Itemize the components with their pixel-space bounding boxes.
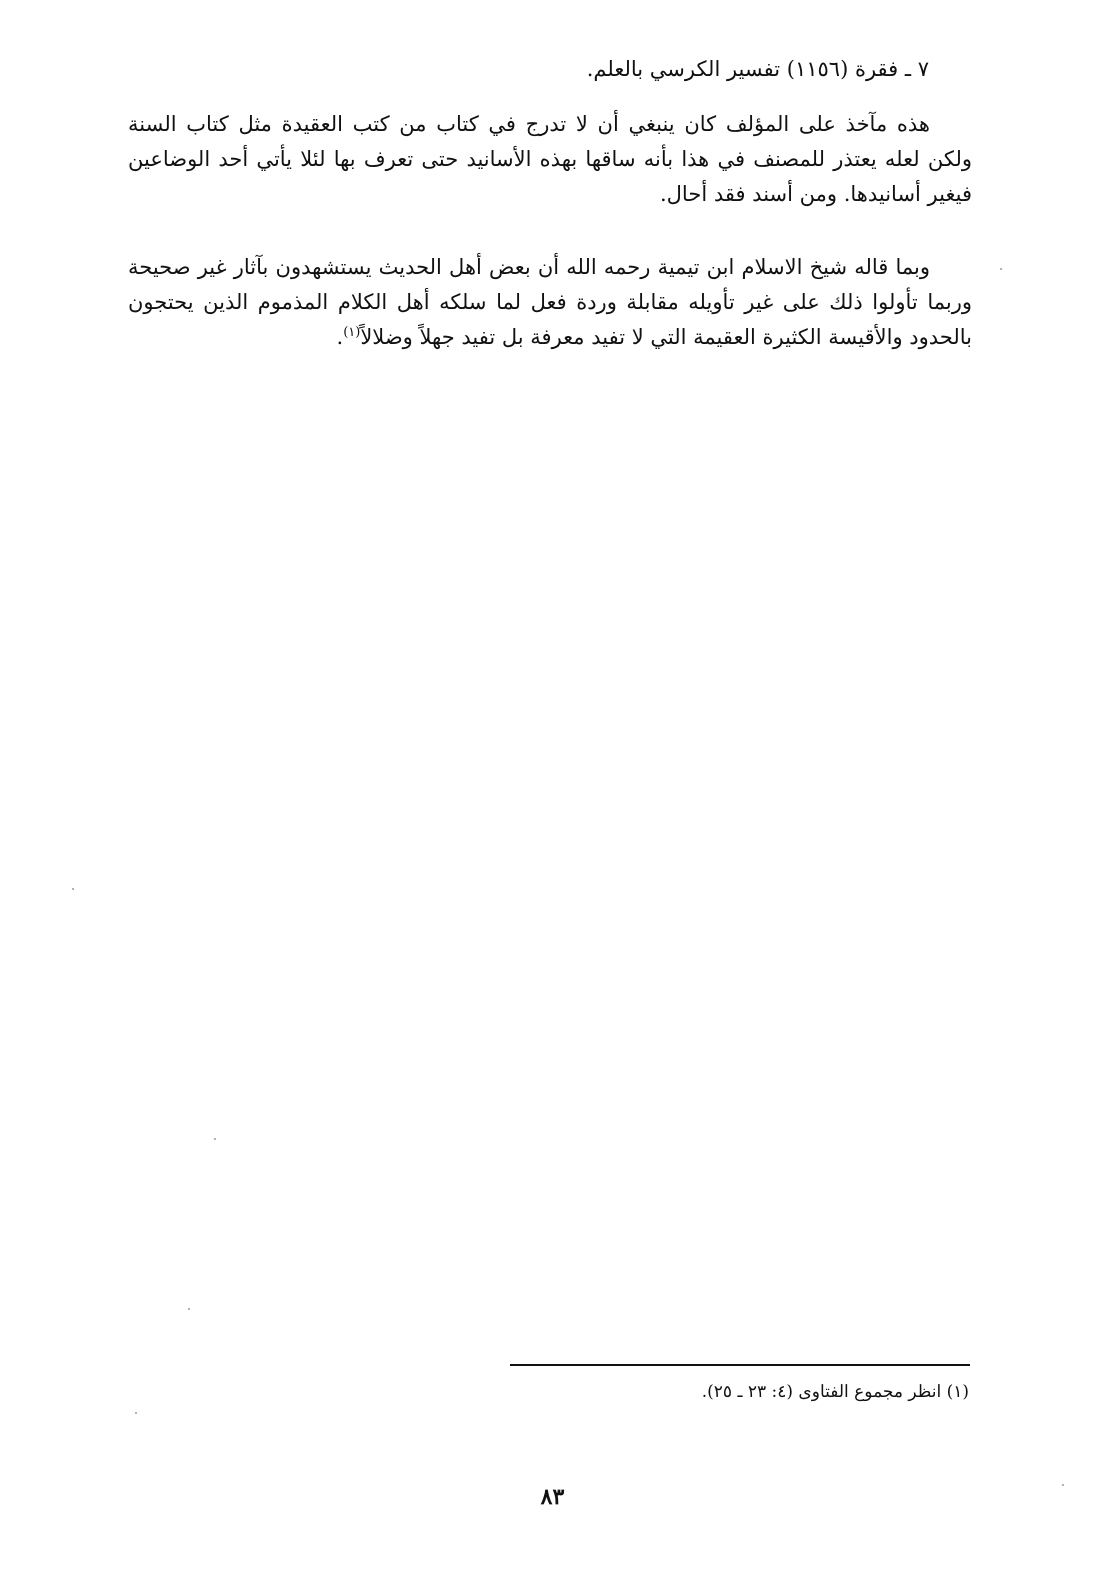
- footnote-separator: [510, 1364, 970, 1366]
- scan-speck: [188, 1308, 190, 1310]
- paragraph-1: [128, 107, 972, 212]
- scan-speck: [1062, 1484, 1064, 1486]
- paragraph-2: [128, 250, 972, 355]
- paragraph-2-end: .: [336, 325, 344, 349]
- numbered-item: ٧ ـ فقرة (١١٥٦) تفسير الكرسي بالعلم.: [586, 57, 929, 81]
- scan-speck: [135, 1412, 137, 1414]
- page-number: ٨٣: [540, 1484, 565, 1510]
- scan-speck: [214, 1138, 216, 1140]
- scan-speck: [72, 888, 74, 890]
- footnote-reference[interactable]: (١): [343, 325, 361, 340]
- paragraph-1-text: هذه مآخذ على المؤلف كان ينبغي أن لا تدرج في كتاب من كتب العقيدة مثل كتاب السنة ولكن لعله يعتذر للمصنف في هذا بأنه ساقها بهذه الأسانيد حتى تعرف بها لئلا يأتي أحد الوضاعين فيغير أسانيدها. ومن أسند فقد أحال.: [128, 112, 972, 206]
- footnote-text: (١) انظر مجموع الفتاوى (٤: ٢٣ ـ ٢٥).: [701, 1382, 969, 1402]
- scan-speck: [1000, 268, 1002, 270]
- paragraph-2-text: وبما قاله شيخ الاسلام ابن تيمية رحمه الله أن بعض أهل الحديث يستشهدون بآثار غير صحيحة وربما تأولوا ذلك على غير تأويله مقابلة وردة فعل لما سلكه أهل الكلام المذموم الذين يحتجون بالحدود والأقيسة الكثيرة العقيمة التي لا تفيد معرفة بل تفيد جهلاً وضلالاً: [128, 255, 972, 349]
- paragraph-2-body: [128, 250, 972, 355]
